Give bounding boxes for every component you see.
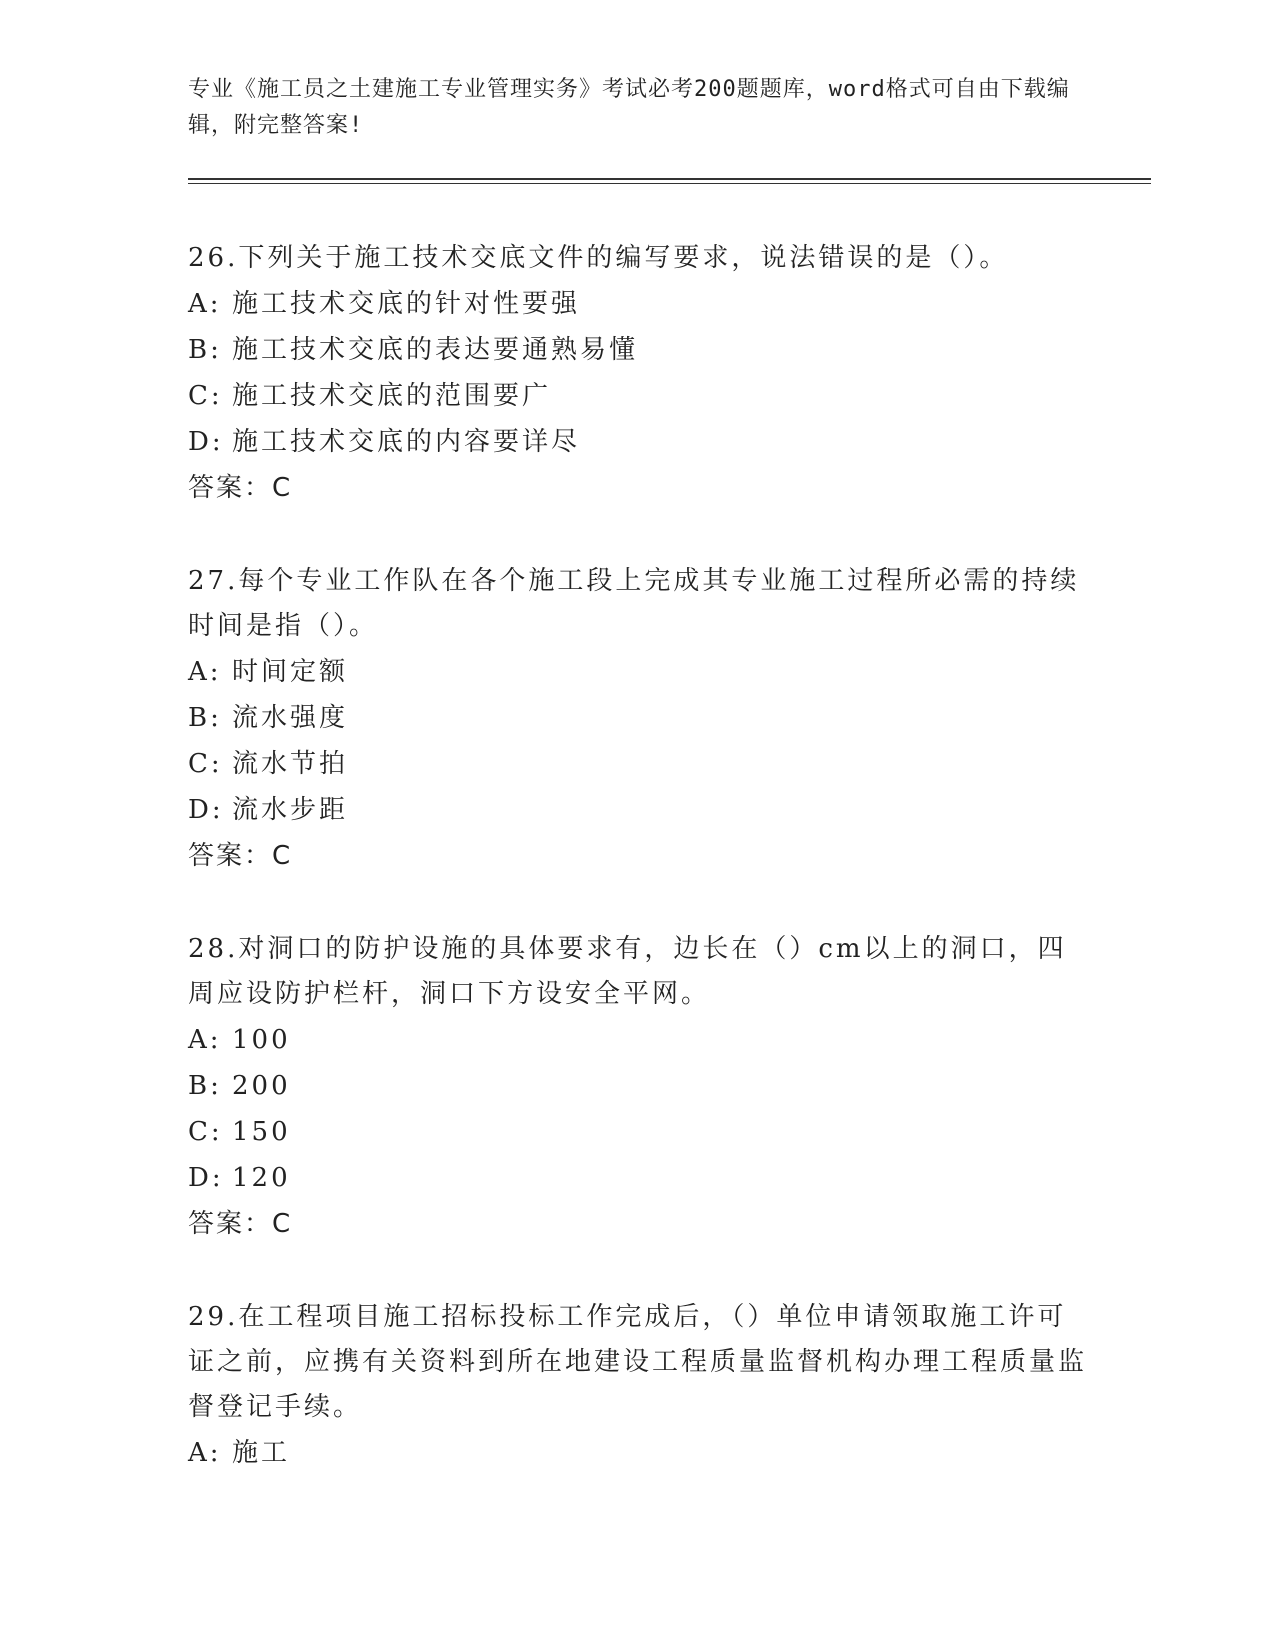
- question-list: [188, 236, 1088, 1524]
- option-text: 施工技术交底的表达要通熟易懂: [232, 335, 639, 365]
- option-letter: D:: [188, 795, 224, 825]
- option-text: 施工技术交底的内容要详尽: [232, 427, 581, 457]
- question-text: 在工程项目施工招标投标工作完成后，（）单位申请领取施工许可证之前，应携有关资料到所在地建设工程质量监督机构办理工程质量监督登记手续。: [188, 1302, 1088, 1422]
- option-text: 施工技术交底的范围要广: [232, 381, 552, 411]
- option-text: 施工技术交底的针对性要强: [232, 289, 581, 319]
- option-letter: C:: [188, 749, 223, 779]
- option-c: [188, 1109, 1088, 1155]
- header-divider-thin: [188, 183, 1151, 184]
- question-28: [188, 927, 1088, 1247]
- question-number: 29.: [188, 1302, 239, 1332]
- option-d: [188, 1155, 1088, 1201]
- question-stem: [188, 236, 1088, 281]
- question-29: [188, 1295, 1088, 1476]
- option-letter: B:: [188, 335, 222, 365]
- question-27: [188, 559, 1088, 879]
- option-a: [188, 1017, 1088, 1063]
- option-letter: A:: [188, 1025, 222, 1055]
- option-a: [188, 1430, 1088, 1476]
- option-letter: A:: [188, 289, 222, 319]
- option-d: [188, 787, 1088, 833]
- answer-line: 答案：C: [188, 1209, 293, 1239]
- header-divider: [188, 178, 1151, 180]
- option-text: 流水节拍: [232, 749, 349, 779]
- question-stem: [188, 1295, 1088, 1430]
- option-d: [188, 419, 1088, 465]
- option-letter: A:: [188, 657, 222, 687]
- option-text: 流水强度: [232, 703, 349, 733]
- option-letter: B:: [188, 1071, 222, 1101]
- option-text: 时间定额: [232, 657, 349, 687]
- option-text: 150: [232, 1117, 291, 1147]
- question-text: 对洞口的防护设施的具体要求有，边长在（）cm以上的洞口，四周应设防护栏杆，洞口下方设安全平网。: [188, 934, 1067, 1009]
- option-text: 施工: [232, 1438, 291, 1468]
- question-number: 26.: [188, 243, 239, 273]
- option-text: 200: [232, 1071, 291, 1101]
- option-letter: C:: [188, 381, 223, 411]
- option-letter: C:: [188, 1117, 223, 1147]
- option-b: [188, 695, 1088, 741]
- question-text: 每个专业工作队在各个施工段上完成其专业施工过程所必需的持续时间是指（）。: [188, 566, 1080, 641]
- option-letter: A:: [188, 1438, 222, 1468]
- document-description: 专业《施工员之土建施工专业管理实务》考试必考200题题库，word格式可自由下载编辑，附完整答案!: [188, 77, 1070, 138]
- question-number: 27.: [188, 566, 239, 596]
- question-stem: [188, 559, 1088, 649]
- option-a: [188, 649, 1088, 695]
- option-c: [188, 741, 1088, 787]
- option-a: [188, 281, 1088, 327]
- question-26: [188, 236, 1088, 511]
- option-text: 流水步距: [232, 795, 349, 825]
- option-text: 120: [232, 1163, 291, 1193]
- answer-line: 答案：C: [188, 841, 293, 871]
- option-letter: D:: [188, 427, 224, 457]
- option-letter: D:: [188, 1163, 224, 1193]
- option-letter: B:: [188, 703, 222, 733]
- option-c: [188, 373, 1088, 419]
- option-b: [188, 327, 1088, 373]
- answer-line: 答案：C: [188, 473, 293, 503]
- option-b: [188, 1063, 1088, 1109]
- question-stem: [188, 927, 1088, 1017]
- question-number: 28.: [188, 934, 239, 964]
- option-text: 100: [232, 1025, 291, 1055]
- question-text: 下列关于施工技术交底文件的编写要求，说法错误的是（）。: [238, 243, 1009, 273]
